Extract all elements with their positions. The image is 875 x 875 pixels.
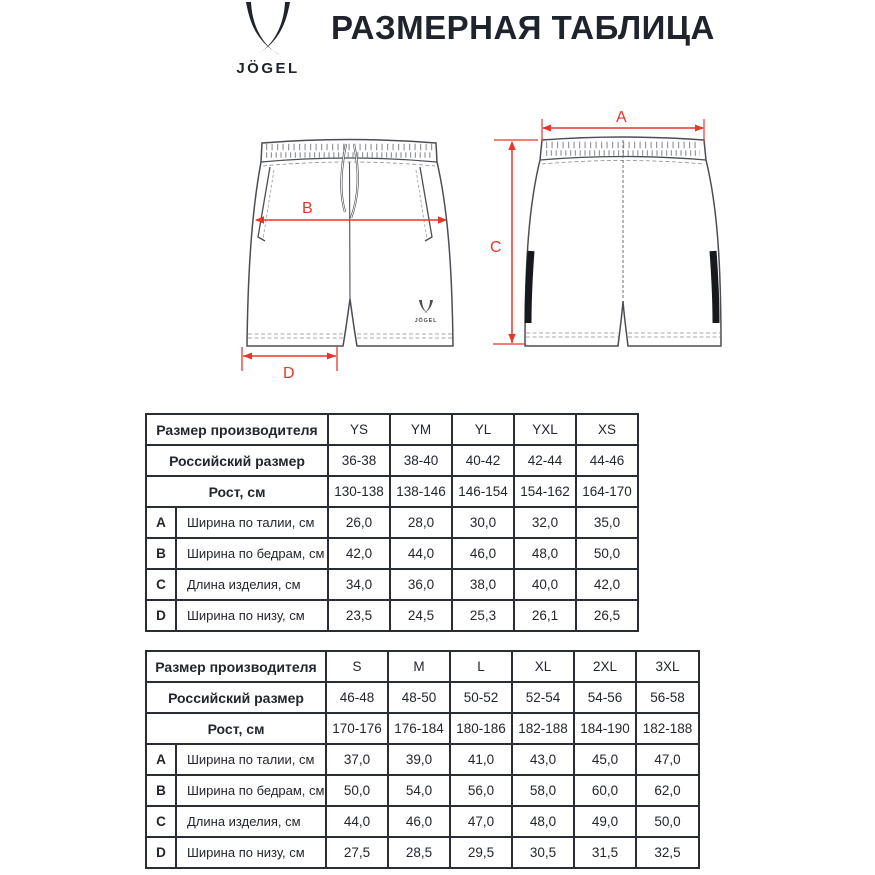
size-value: 46-48	[326, 682, 388, 713]
size-value: 28,0	[390, 507, 452, 538]
size-value: 37,0	[326, 744, 388, 775]
table-row	[146, 806, 699, 837]
center-seam	[350, 162, 351, 299]
dimension-letter: D	[146, 600, 176, 631]
size-value: 54-56	[574, 682, 636, 713]
dimension-letter: A	[146, 744, 176, 775]
table-row	[146, 414, 638, 445]
brand-logo	[222, 0, 314, 83]
table-row	[146, 569, 638, 600]
size-value: 44,0	[326, 806, 388, 837]
size-value: 27,5	[326, 837, 388, 868]
size-value: 164-170	[576, 476, 638, 507]
size-value: 26,5	[576, 600, 638, 631]
size-value: 47,0	[636, 744, 699, 775]
size-value: 38,0	[452, 569, 514, 600]
size-value: YXL	[514, 414, 576, 445]
size-value: 36,0	[390, 569, 452, 600]
row-label: Ширина по бедрам, см	[176, 538, 328, 569]
row-label: Ширина по талии, см	[176, 744, 326, 775]
dimension-label-d: D	[283, 365, 295, 382]
size-value: 138-146	[390, 476, 452, 507]
size-value: 154-162	[514, 476, 576, 507]
size-value: 146-154	[452, 476, 514, 507]
dimension-letter: B	[146, 538, 176, 569]
size-value: 46,0	[452, 538, 514, 569]
size-value: 48,0	[512, 806, 574, 837]
size-value: 62,0	[636, 775, 699, 806]
size-value: 50,0	[326, 775, 388, 806]
dimension-letter: C	[146, 569, 176, 600]
row-label: Рост, см	[146, 713, 326, 744]
size-value: 58,0	[512, 775, 574, 806]
row-label: Ширина по талии, см	[176, 507, 328, 538]
size-value: M	[388, 651, 450, 682]
size-value: 42,0	[328, 538, 390, 569]
size-value: 32,0	[514, 507, 576, 538]
size-value: 26,0	[328, 507, 390, 538]
jogel-logo-icon	[222, 0, 314, 78]
size-value: 48-50	[388, 682, 450, 713]
size-value: 170-176	[326, 713, 388, 744]
table-row	[146, 445, 638, 476]
table-row	[146, 651, 699, 682]
size-table-adult	[145, 650, 700, 869]
size-value: 39,0	[388, 744, 450, 775]
dimension-arrow-d	[242, 347, 337, 382]
size-value: 40-42	[452, 445, 514, 476]
size-value: 30,0	[452, 507, 514, 538]
size-value: 24,5	[390, 600, 452, 631]
size-value: 130-138	[328, 476, 390, 507]
dimension-letter: C	[146, 806, 176, 837]
size-value: 40,0	[514, 569, 576, 600]
table-row	[146, 538, 638, 569]
size-value: 38-40	[390, 445, 452, 476]
size-value: 50,0	[576, 538, 638, 569]
size-value: 54,0	[388, 775, 450, 806]
front-view-drawing	[225, 100, 465, 390]
table-row	[146, 476, 638, 507]
size-value: 41,0	[450, 744, 512, 775]
row-label: Ширина по бедрам, см	[176, 775, 326, 806]
table-row	[146, 507, 638, 538]
size-value: 30,5	[512, 837, 574, 868]
dimension-label-a: A	[616, 109, 627, 126]
row-label: Размер производителя	[146, 414, 328, 445]
row-label: Ширина по низу, см	[176, 837, 326, 868]
size-value: 184-190	[574, 713, 636, 744]
size-value: 45,0	[574, 744, 636, 775]
size-value: 180-186	[450, 713, 512, 744]
row-label: Российский размер	[146, 445, 328, 476]
size-value: 2XL	[574, 651, 636, 682]
size-value: YS	[328, 414, 390, 445]
size-value: 48,0	[514, 538, 576, 569]
dimension-label-b: B	[302, 200, 313, 217]
dimension-letter: B	[146, 775, 176, 806]
size-value: YL	[452, 414, 514, 445]
size-value: 35,0	[576, 507, 638, 538]
size-value: 46,0	[388, 806, 450, 837]
brand-logo-text: JÖGEL	[236, 60, 300, 77]
table-row	[146, 744, 699, 775]
row-label: Российский размер	[146, 682, 326, 713]
size-value: 26,1	[514, 600, 576, 631]
table-row	[146, 682, 699, 713]
row-label: Длина изделия, см	[176, 806, 326, 837]
size-value: 56-58	[636, 682, 699, 713]
size-value: 44,0	[390, 538, 452, 569]
size-value: 182-188	[636, 713, 699, 744]
size-value: 52-54	[512, 682, 574, 713]
dimension-letter: A	[146, 507, 176, 538]
page-title: РАЗМЕРНАЯ ТАБЛИЦА	[331, 9, 715, 46]
size-value: 36-38	[328, 445, 390, 476]
side-panel-right	[713, 251, 716, 323]
mini-logo-text: JÖGEL	[414, 318, 438, 324]
row-label: Длина изделия, см	[176, 569, 328, 600]
size-value: 29,5	[450, 837, 512, 868]
size-value: 44-46	[576, 445, 638, 476]
size-value: 42-44	[514, 445, 576, 476]
size-value: 176-184	[388, 713, 450, 744]
size-value: 42,0	[576, 569, 638, 600]
size-value: 23,5	[328, 600, 390, 631]
size-value: 25,3	[452, 600, 514, 631]
size-value: 34,0	[328, 569, 390, 600]
row-label: Рост, см	[146, 476, 328, 507]
size-value: XL	[512, 651, 574, 682]
size-value: 32,5	[636, 837, 699, 868]
size-value: YM	[390, 414, 452, 445]
table-row	[146, 600, 638, 631]
side-panel-left	[528, 251, 531, 323]
size-value: 43,0	[512, 744, 574, 775]
size-value: 47,0	[450, 806, 512, 837]
table-row	[146, 837, 699, 868]
size-value: 56,0	[450, 775, 512, 806]
size-value: 49,0	[574, 806, 636, 837]
size-value: 31,5	[574, 837, 636, 868]
row-label: Размер производителя	[146, 651, 326, 682]
size-value: L	[450, 651, 512, 682]
dimension-label-c: C	[490, 239, 502, 256]
size-value: 50,0	[636, 806, 699, 837]
size-value: 28,5	[388, 837, 450, 868]
row-label: Ширина по низу, см	[176, 600, 328, 631]
size-value: 3XL	[636, 651, 699, 682]
back-view-drawing	[480, 100, 740, 390]
table-row	[146, 775, 699, 806]
size-value: XS	[576, 414, 638, 445]
size-value: 50-52	[450, 682, 512, 713]
size-value: 60,0	[574, 775, 636, 806]
size-table-youth	[145, 413, 639, 632]
table-row	[146, 713, 699, 744]
size-value: S	[326, 651, 388, 682]
dimension-letter: D	[146, 837, 176, 868]
size-value: 182-188	[512, 713, 574, 744]
